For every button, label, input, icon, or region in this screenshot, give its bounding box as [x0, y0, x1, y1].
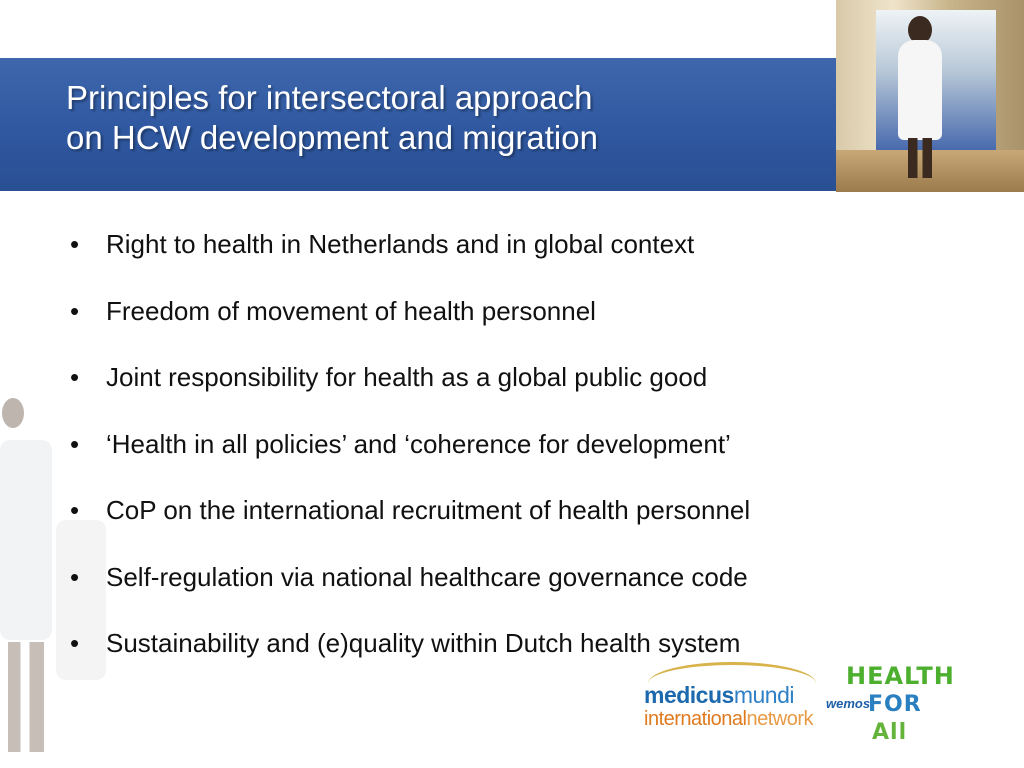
logo-word-for: FOR [868, 692, 922, 717]
bullet-text: Self-regulation via national healthcare governance code [106, 561, 748, 592]
logo-line-1 [644, 682, 794, 709]
bullet-item [66, 422, 966, 466]
title-line-1: Principles for intersectoral approach [66, 79, 593, 116]
bullet-text: Joint responsibility for health as a global public good [106, 362, 708, 392]
title-line-2: on HCW development and migration [66, 119, 598, 156]
health-for-all-logo [846, 662, 954, 750]
bullet-item [66, 555, 966, 599]
logo-word-mundi: mundi [733, 682, 794, 708]
bullet-item [66, 222, 966, 266]
logo-line-2 [644, 708, 813, 731]
logo-word-international: international [644, 708, 747, 730]
bullet-marker: • [70, 561, 80, 592]
corridor-photo [836, 0, 1024, 192]
logo-word-all: All [872, 720, 908, 745]
bullet-list [66, 222, 966, 688]
bullet-text: ‘Health in all policies’ and ‘coherence for development’ [106, 428, 731, 459]
bullet-text: Right to health in Netherlands and in global context [106, 229, 695, 259]
slide-title [66, 78, 598, 158]
bullet-item [66, 355, 966, 399]
bullet-marker: • [70, 362, 80, 392]
photo-figure-coat [898, 40, 942, 140]
bullet-item [66, 488, 966, 532]
bullet-text: Sustainability and (e)quality within Dutch health system [106, 628, 741, 658]
bullet-text: Freedom of movement of health personnel [106, 295, 596, 326]
bullet-marker: • [70, 295, 80, 326]
bullet-marker: • [70, 229, 80, 259]
bullet-item [66, 621, 966, 665]
logo-word-medicus: medicus [644, 682, 734, 708]
logo-word-network: network [746, 708, 813, 730]
logo-word-health: HEALTH [846, 662, 955, 690]
photo-figure-legs [908, 138, 932, 178]
figure-coat [0, 440, 52, 640]
wemos-logo: wemos [826, 696, 871, 711]
bullet-marker: • [70, 628, 80, 658]
bullet-item [66, 289, 966, 333]
bullet-marker: • [70, 495, 80, 525]
medicus-mundi-logo [644, 662, 820, 738]
bullet-marker: • [70, 428, 80, 459]
bullet-text: CoP on the international recruitment of health personnel [106, 495, 751, 525]
figure-legs [8, 642, 44, 752]
figure-head [2, 398, 24, 428]
